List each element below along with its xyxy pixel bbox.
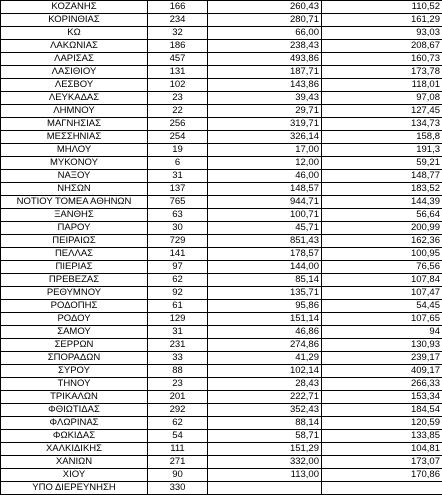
cases-cell: 32: [148, 27, 208, 40]
rate-cell: 58,71: [208, 430, 322, 443]
change-cell: 158,8: [322, 131, 442, 144]
cases-cell: 30: [148, 222, 208, 235]
rate-cell: 85,14: [208, 274, 322, 287]
cases-cell: 62: [148, 274, 208, 287]
change-cell: 239,17: [322, 352, 442, 365]
table-row: [1, 170, 442, 183]
table-row: [1, 456, 442, 469]
change-cell: 162,36: [322, 235, 442, 248]
rate-cell: 944,71: [208, 196, 322, 209]
table-row: [1, 313, 442, 326]
rate-cell: 46,00: [208, 170, 322, 183]
region-cell: ΝΗΣΩΝ: [1, 183, 148, 196]
cases-cell: 231: [148, 339, 208, 352]
table-row: [1, 66, 442, 79]
table-row: [1, 1, 442, 14]
rate-cell: 17,00: [208, 144, 322, 157]
region-cell: ΣΑΜΟΥ: [1, 326, 148, 339]
rate-cell: 222,71: [208, 391, 322, 404]
table-body: [1, 1, 442, 495]
change-cell: 110,52: [322, 1, 442, 14]
table-row: [1, 14, 442, 27]
region-cell: ΠΕΛΛΑΣ: [1, 248, 148, 261]
change-cell: 97,08: [322, 92, 442, 105]
rate-cell: 332,00: [208, 456, 322, 469]
rate-cell: 29,71: [208, 105, 322, 118]
table-row: [1, 261, 442, 274]
cases-cell: 137: [148, 183, 208, 196]
region-cell: ΣΕΡΡΩΝ: [1, 339, 148, 352]
rate-cell: 326,14: [208, 131, 322, 144]
change-cell: 184,54: [322, 404, 442, 417]
table-row: [1, 391, 442, 404]
table-row: [1, 326, 442, 339]
table-row: [1, 222, 442, 235]
cases-cell: 92: [148, 287, 208, 300]
region-cell: ΛΑΚΩΝΙΑΣ: [1, 40, 148, 53]
cases-cell: 765: [148, 196, 208, 209]
region-cell: ΛΗΜΝΟΥ: [1, 105, 148, 118]
table-row: [1, 404, 442, 417]
change-cell: 200,99: [322, 222, 442, 235]
rate-cell: 113,00: [208, 469, 322, 482]
cases-cell: 88: [148, 365, 208, 378]
cases-cell: 31: [148, 170, 208, 183]
cases-cell: 111: [148, 443, 208, 456]
region-cell: ΜΕΣΣΗΝΙΑΣ: [1, 131, 148, 144]
region-cell: ΜΑΓΝΗΣΙΑΣ: [1, 118, 148, 131]
table-row: [1, 27, 442, 40]
change-cell: 266,33: [322, 378, 442, 391]
cases-cell: 54: [148, 430, 208, 443]
rate-cell: 41,29: [208, 352, 322, 365]
region-cell: ΛΑΡΙΣΑΣ: [1, 53, 148, 66]
region-cell: ΧΑΝΙΩΝ: [1, 456, 148, 469]
region-cell: ΠΡΕΒΕΖΑΣ: [1, 274, 148, 287]
region-cell: ΡΕΘΥΜΝΟΥ: [1, 287, 148, 300]
cases-cell: 102: [148, 79, 208, 92]
table-row: [1, 352, 442, 365]
rate-cell: 28,43: [208, 378, 322, 391]
cases-cell: 97: [148, 261, 208, 274]
rate-cell: 46,86: [208, 326, 322, 339]
table-row: [1, 144, 442, 157]
cases-cell: 254: [148, 131, 208, 144]
region-cell: ΚΟΖΑΝΗΣ: [1, 1, 148, 14]
region-cell: ΞΑΝΘΗΣ: [1, 209, 148, 222]
change-cell: 134,73: [322, 118, 442, 131]
change-cell: 173,78: [322, 66, 442, 79]
rate-cell: 319,71: [208, 118, 322, 131]
rate-cell: 260,43: [208, 1, 322, 14]
rate-cell: 144,00: [208, 261, 322, 274]
change-cell: 118,01: [322, 79, 442, 92]
cases-cell: 729: [148, 235, 208, 248]
region-cell: ΚΩ: [1, 27, 148, 40]
change-cell: 107,47: [322, 287, 442, 300]
table-row: [1, 248, 442, 261]
table-row: [1, 482, 442, 495]
cases-cell: 23: [148, 92, 208, 105]
cases-cell: 292: [148, 404, 208, 417]
table-row: [1, 378, 442, 391]
rate-cell: 135,71: [208, 287, 322, 300]
rate-cell: 102,14: [208, 365, 322, 378]
table-row: [1, 287, 442, 300]
rate-cell: 148,57: [208, 183, 322, 196]
cases-cell: 6: [148, 157, 208, 170]
table-row: [1, 339, 442, 352]
region-cell: ΡΟΔΟΥ: [1, 313, 148, 326]
region-cell: ΣΥΡΟΥ: [1, 365, 148, 378]
change-cell: 160,73: [322, 53, 442, 66]
change-cell: 107,65: [322, 313, 442, 326]
rate-cell: 493,86: [208, 53, 322, 66]
rate-cell: 178,57: [208, 248, 322, 261]
cases-cell: 271: [148, 456, 208, 469]
rate-cell: 95,86: [208, 300, 322, 313]
change-cell: 191,3: [322, 144, 442, 157]
cases-cell: 63: [148, 209, 208, 222]
cases-cell: 22: [148, 105, 208, 118]
change-cell: 54,45: [322, 300, 442, 313]
change-cell: 93,03: [322, 27, 442, 40]
region-cell: ΦΛΩΡΙΝΑΣ: [1, 417, 148, 430]
region-cell: ΦΘΙΩΤΙΔΑΣ: [1, 404, 148, 417]
table-row: [1, 235, 442, 248]
rate-cell: 151,14: [208, 313, 322, 326]
rate-cell: 187,71: [208, 66, 322, 79]
rate-cell: 88,14: [208, 417, 322, 430]
cases-cell: 23: [148, 378, 208, 391]
rate-cell: 39,43: [208, 92, 322, 105]
cases-cell: 90: [148, 469, 208, 482]
change-cell: 133,85: [322, 430, 442, 443]
cases-cell: 131: [148, 66, 208, 79]
rate-cell: 280,71: [208, 14, 322, 27]
table-row: [1, 417, 442, 430]
table-row: [1, 40, 442, 53]
region-cell: ΧΑΛΚΙΔΙΚΗΣ: [1, 443, 148, 456]
rate-cell: 100,71: [208, 209, 322, 222]
rate-cell: 66,00: [208, 27, 322, 40]
table-row: [1, 443, 442, 456]
rate-cell: 151,29: [208, 443, 322, 456]
region-cell: ΛΕΣΒΟΥ: [1, 79, 148, 92]
change-cell: 144,39: [322, 196, 442, 209]
region-cell: ΠΙΕΡΙΑΣ: [1, 261, 148, 274]
table-row: [1, 469, 442, 482]
cases-cell: 201: [148, 391, 208, 404]
cases-cell: 33: [148, 352, 208, 365]
change-cell: 104,81: [322, 443, 442, 456]
change-cell: 59,21: [322, 157, 442, 170]
change-cell: 208,67: [322, 40, 442, 53]
change-cell: 173,07: [322, 456, 442, 469]
rate-cell: 12,00: [208, 157, 322, 170]
change-cell: 127,45: [322, 105, 442, 118]
rate-cell: 352,43: [208, 404, 322, 417]
table-row: [1, 92, 442, 105]
change-cell: 170,86: [322, 469, 442, 482]
change-cell: 409,17: [322, 365, 442, 378]
region-cell: ΜΗΛΟΥ: [1, 144, 148, 157]
cases-cell: 186: [148, 40, 208, 53]
rate-cell: 45,71: [208, 222, 322, 235]
cases-cell: 457: [148, 53, 208, 66]
change-cell: 148,77: [322, 170, 442, 183]
rate-cell: [208, 482, 322, 495]
table-row: [1, 430, 442, 443]
region-cell: ΝΟΤΙΟΥ ΤΟΜΕΑ ΑΘΗΝΩΝ: [1, 196, 148, 209]
change-cell: 94: [322, 326, 442, 339]
cases-cell: 166: [148, 1, 208, 14]
table-row: [1, 157, 442, 170]
change-cell: 56,64: [322, 209, 442, 222]
change-cell: [322, 482, 442, 495]
region-cell: ΛΑΣΙΘΙΟΥ: [1, 66, 148, 79]
table-row: [1, 53, 442, 66]
region-cell: ΚΟΡΙΝΘΙΑΣ: [1, 14, 148, 27]
region-cell: ΦΩΚΙΔΑΣ: [1, 430, 148, 443]
region-cell: ΡΟΔΟΠΗΣ: [1, 300, 148, 313]
rate-cell: 143,86: [208, 79, 322, 92]
cases-cell: 19: [148, 144, 208, 157]
change-cell: 161,29: [322, 14, 442, 27]
cases-cell: 61: [148, 300, 208, 313]
change-cell: 100,95: [322, 248, 442, 261]
region-cell: ΤΡΙΚΑΛΩΝ: [1, 391, 148, 404]
table-row: [1, 274, 442, 287]
table-row: [1, 105, 442, 118]
change-cell: 183,52: [322, 183, 442, 196]
region-cell: ΛΕΥΚΑΔΑΣ: [1, 92, 148, 105]
rate-cell: 851,43: [208, 235, 322, 248]
table-row: [1, 300, 442, 313]
table-row: [1, 183, 442, 196]
cases-cell: 129: [148, 313, 208, 326]
table-row: [1, 209, 442, 222]
table-row: [1, 79, 442, 92]
table-row: [1, 196, 442, 209]
region-cell: ΝΑΞΟΥ: [1, 170, 148, 183]
region-cell: ΜΥΚΟΝΟΥ: [1, 157, 148, 170]
cases-cell: 62: [148, 417, 208, 430]
change-cell: 76,56: [322, 261, 442, 274]
region-cell: ΠΑΡΟΥ: [1, 222, 148, 235]
change-cell: 107,84: [322, 274, 442, 287]
table-row: [1, 118, 442, 131]
region-cell: ΤΗΝΟΥ: [1, 378, 148, 391]
cases-cell: 31: [148, 326, 208, 339]
rate-cell: 238,43: [208, 40, 322, 53]
region-cell: ΧΙΟΥ: [1, 469, 148, 482]
change-cell: 120,59: [322, 417, 442, 430]
change-cell: 130,93: [322, 339, 442, 352]
table-row: [1, 365, 442, 378]
region-cell: ΣΠΟΡΑΔΩΝ: [1, 352, 148, 365]
cases-cell: 234: [148, 14, 208, 27]
table-row: [1, 131, 442, 144]
change-cell: 153,34: [322, 391, 442, 404]
region-cell: ΠΕΙΡΑΙΩΣ: [1, 235, 148, 248]
cases-cell: 141: [148, 248, 208, 261]
cases-cell: 330: [148, 482, 208, 495]
region-cell: ΥΠΟ ΔΙΕΡΕΥΝΗΣΗ: [1, 482, 148, 495]
rate-cell: 274,86: [208, 339, 322, 352]
cases-cell: 256: [148, 118, 208, 131]
